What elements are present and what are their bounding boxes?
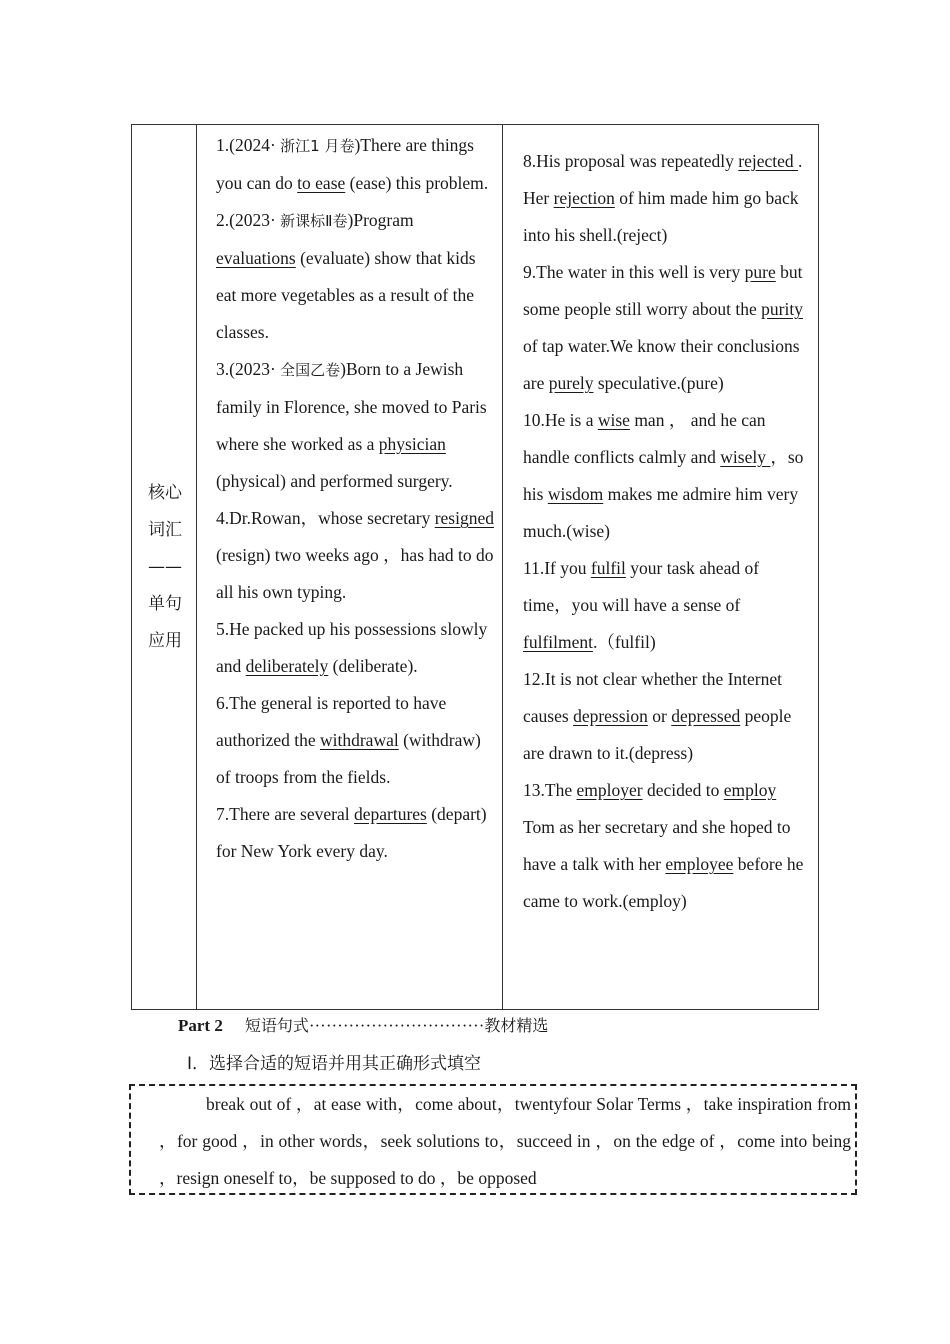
sentence-text: decided to bbox=[642, 780, 724, 800]
exercise-item bbox=[216, 611, 494, 685]
exercise-item bbox=[523, 254, 812, 402]
answer-word: wise bbox=[597, 410, 630, 430]
phrase-bank-box bbox=[129, 1084, 857, 1195]
sentence-text: Tom as her secretary and she hoped to have a talk with her bbox=[523, 817, 791, 874]
sentence-text: (evaluate) show that kids eat more vegetables as a result of the classes. bbox=[216, 248, 476, 342]
answer-word: resigned bbox=[434, 508, 494, 528]
sentence-text: or bbox=[647, 706, 672, 726]
answer-word: wisdom bbox=[547, 484, 604, 504]
label-line: 词汇 bbox=[148, 519, 182, 540]
answer-word: purely bbox=[548, 373, 594, 393]
exercise-item bbox=[216, 202, 494, 351]
sentence-text: 1.(2024· bbox=[216, 135, 281, 155]
sentence-text: speculative.(pure) bbox=[593, 373, 724, 393]
answer-word: fulfilment bbox=[523, 632, 593, 652]
exam-source: 浙江1 月卷 bbox=[280, 137, 355, 155]
sentence-text: 2.(2023· bbox=[216, 210, 281, 230]
exam-source: 全国乙卷 bbox=[280, 361, 341, 379]
section-label bbox=[132, 475, 196, 660]
sentence-text: 5.He packed up his possessions slowly and bbox=[216, 619, 488, 676]
sentence-text: your task ahead of time，you will have a sense of bbox=[523, 558, 760, 615]
part2-leader-dots: ······························· bbox=[308, 1016, 485, 1035]
right-exercise-column bbox=[503, 125, 819, 1010]
label-line: 核心 bbox=[148, 482, 182, 503]
sentence-text: 13.The bbox=[523, 780, 577, 800]
answer-word: withdrawal bbox=[319, 730, 399, 750]
exercise-item bbox=[523, 143, 812, 254]
sentence-text: 9.The water in this well is very bbox=[523, 262, 745, 282]
exam-source: 新课标Ⅱ卷 bbox=[280, 212, 348, 230]
right-exercise-list bbox=[503, 125, 818, 920]
sentence-text: 11.If you bbox=[523, 558, 591, 578]
answer-word: depression bbox=[573, 706, 648, 726]
part2-source: 教材精选 bbox=[484, 1016, 549, 1035]
label-line: 单句 bbox=[148, 593, 182, 614]
answer-word: employer bbox=[576, 780, 643, 800]
sentence-text: 6.The general is reported to have authorized the bbox=[216, 693, 447, 750]
exercise-item bbox=[216, 500, 494, 611]
sentence-text: but some people still worry about the bbox=[523, 262, 803, 319]
sentence-text: (ease) this problem. bbox=[345, 173, 489, 193]
sentence-text: people are drawn to it.(depress) bbox=[523, 706, 792, 763]
answer-word: to ease bbox=[297, 173, 346, 193]
exercise-item bbox=[523, 661, 812, 772]
answer-word: pure bbox=[744, 262, 776, 282]
answer-word: deliberately bbox=[245, 656, 329, 676]
exercise-item bbox=[216, 127, 494, 202]
phrase-bank-text: break out of ，at ease with，come about，twentyfour Solar Terms ，take inspiration from ，for good ，in other words，seek solutions to，succeed in ，on the edge of ，come into being ，resign oneself to，be supposed to do ，be opposed bbox=[159, 1094, 851, 1188]
sentence-text: (depart) for New York every day. bbox=[216, 804, 487, 861]
answer-word: rejected bbox=[738, 151, 799, 171]
answer-word: employee bbox=[665, 854, 734, 874]
sentence-text: man ， and he can handle conflicts calmly and bbox=[523, 410, 766, 467]
left-exercise-list bbox=[197, 125, 502, 870]
sentence-text: before he came to work.(employ) bbox=[523, 854, 804, 911]
sentence-text: 4.Dr.Rowan，whose secretary bbox=[216, 508, 435, 528]
answer-word: rejection bbox=[553, 188, 615, 208]
vocabulary-table bbox=[131, 124, 819, 1010]
answer-word: depressed bbox=[671, 706, 741, 726]
label-line: 应用 bbox=[148, 630, 182, 651]
part2-name: 短语句式 bbox=[244, 1016, 309, 1035]
exercise-item bbox=[523, 402, 812, 550]
exercise-item bbox=[216, 351, 494, 500]
sentence-text: )There are things you can do bbox=[216, 135, 474, 193]
sentence-text: (resign) two weeks ago ，has had to do all his own typing. bbox=[216, 545, 494, 602]
answer-word: employ bbox=[723, 780, 777, 800]
exercise-item bbox=[216, 796, 494, 870]
sentence-text: 8.His proposal was repeatedly bbox=[523, 151, 739, 171]
answer-word: departures bbox=[353, 804, 427, 824]
sentence-text: )Program bbox=[347, 210, 414, 230]
exercise-instruction: Ⅰ．选择合适的短语并用其正确形式填空 bbox=[187, 1054, 482, 1074]
sentence-text: (physical) and performed surgery. bbox=[216, 471, 453, 491]
exercise-item bbox=[523, 772, 812, 920]
part2-heading bbox=[178, 1013, 548, 1036]
part2-title: Part 2 bbox=[178, 1016, 223, 1035]
sentence-text: 7.There are several bbox=[216, 804, 354, 824]
sentence-text: of him made him go back into his shell.(reject) bbox=[523, 188, 799, 245]
sentence-text: makes me admire him very much.(wise) bbox=[523, 484, 799, 541]
answer-word: purity bbox=[761, 299, 803, 319]
answer-word: fulfil bbox=[590, 558, 626, 578]
sentence-text: .（fulfil) bbox=[592, 632, 656, 652]
sentence-text: . Her bbox=[523, 151, 803, 208]
sentence-text: ，so his bbox=[523, 447, 804, 504]
sentence-text: 12.It is not clear whether the Internet causes bbox=[523, 669, 782, 726]
sentence-text: (withdraw) of troops from the fields. bbox=[216, 730, 481, 787]
sentence-text: (deliberate). bbox=[328, 656, 418, 676]
exercise-item bbox=[216, 685, 494, 796]
exercise-item bbox=[523, 550, 812, 661]
label-line: —— bbox=[148, 556, 182, 577]
sentence-text: of tap water.We know their conclusions are bbox=[523, 336, 800, 393]
section-label-cell bbox=[132, 125, 197, 1010]
sentence-text: )Born to a Jewish family in Florence, she moved to Paris where she worked as a bbox=[216, 359, 487, 454]
answer-word: physician bbox=[378, 434, 446, 454]
sentence-text: 3.(2023· bbox=[216, 359, 281, 379]
answer-word: wisely bbox=[720, 447, 771, 467]
answer-word: evaluations bbox=[216, 248, 296, 268]
sentence-text: 10.He is a bbox=[523, 410, 598, 430]
left-exercise-column bbox=[197, 125, 503, 1010]
